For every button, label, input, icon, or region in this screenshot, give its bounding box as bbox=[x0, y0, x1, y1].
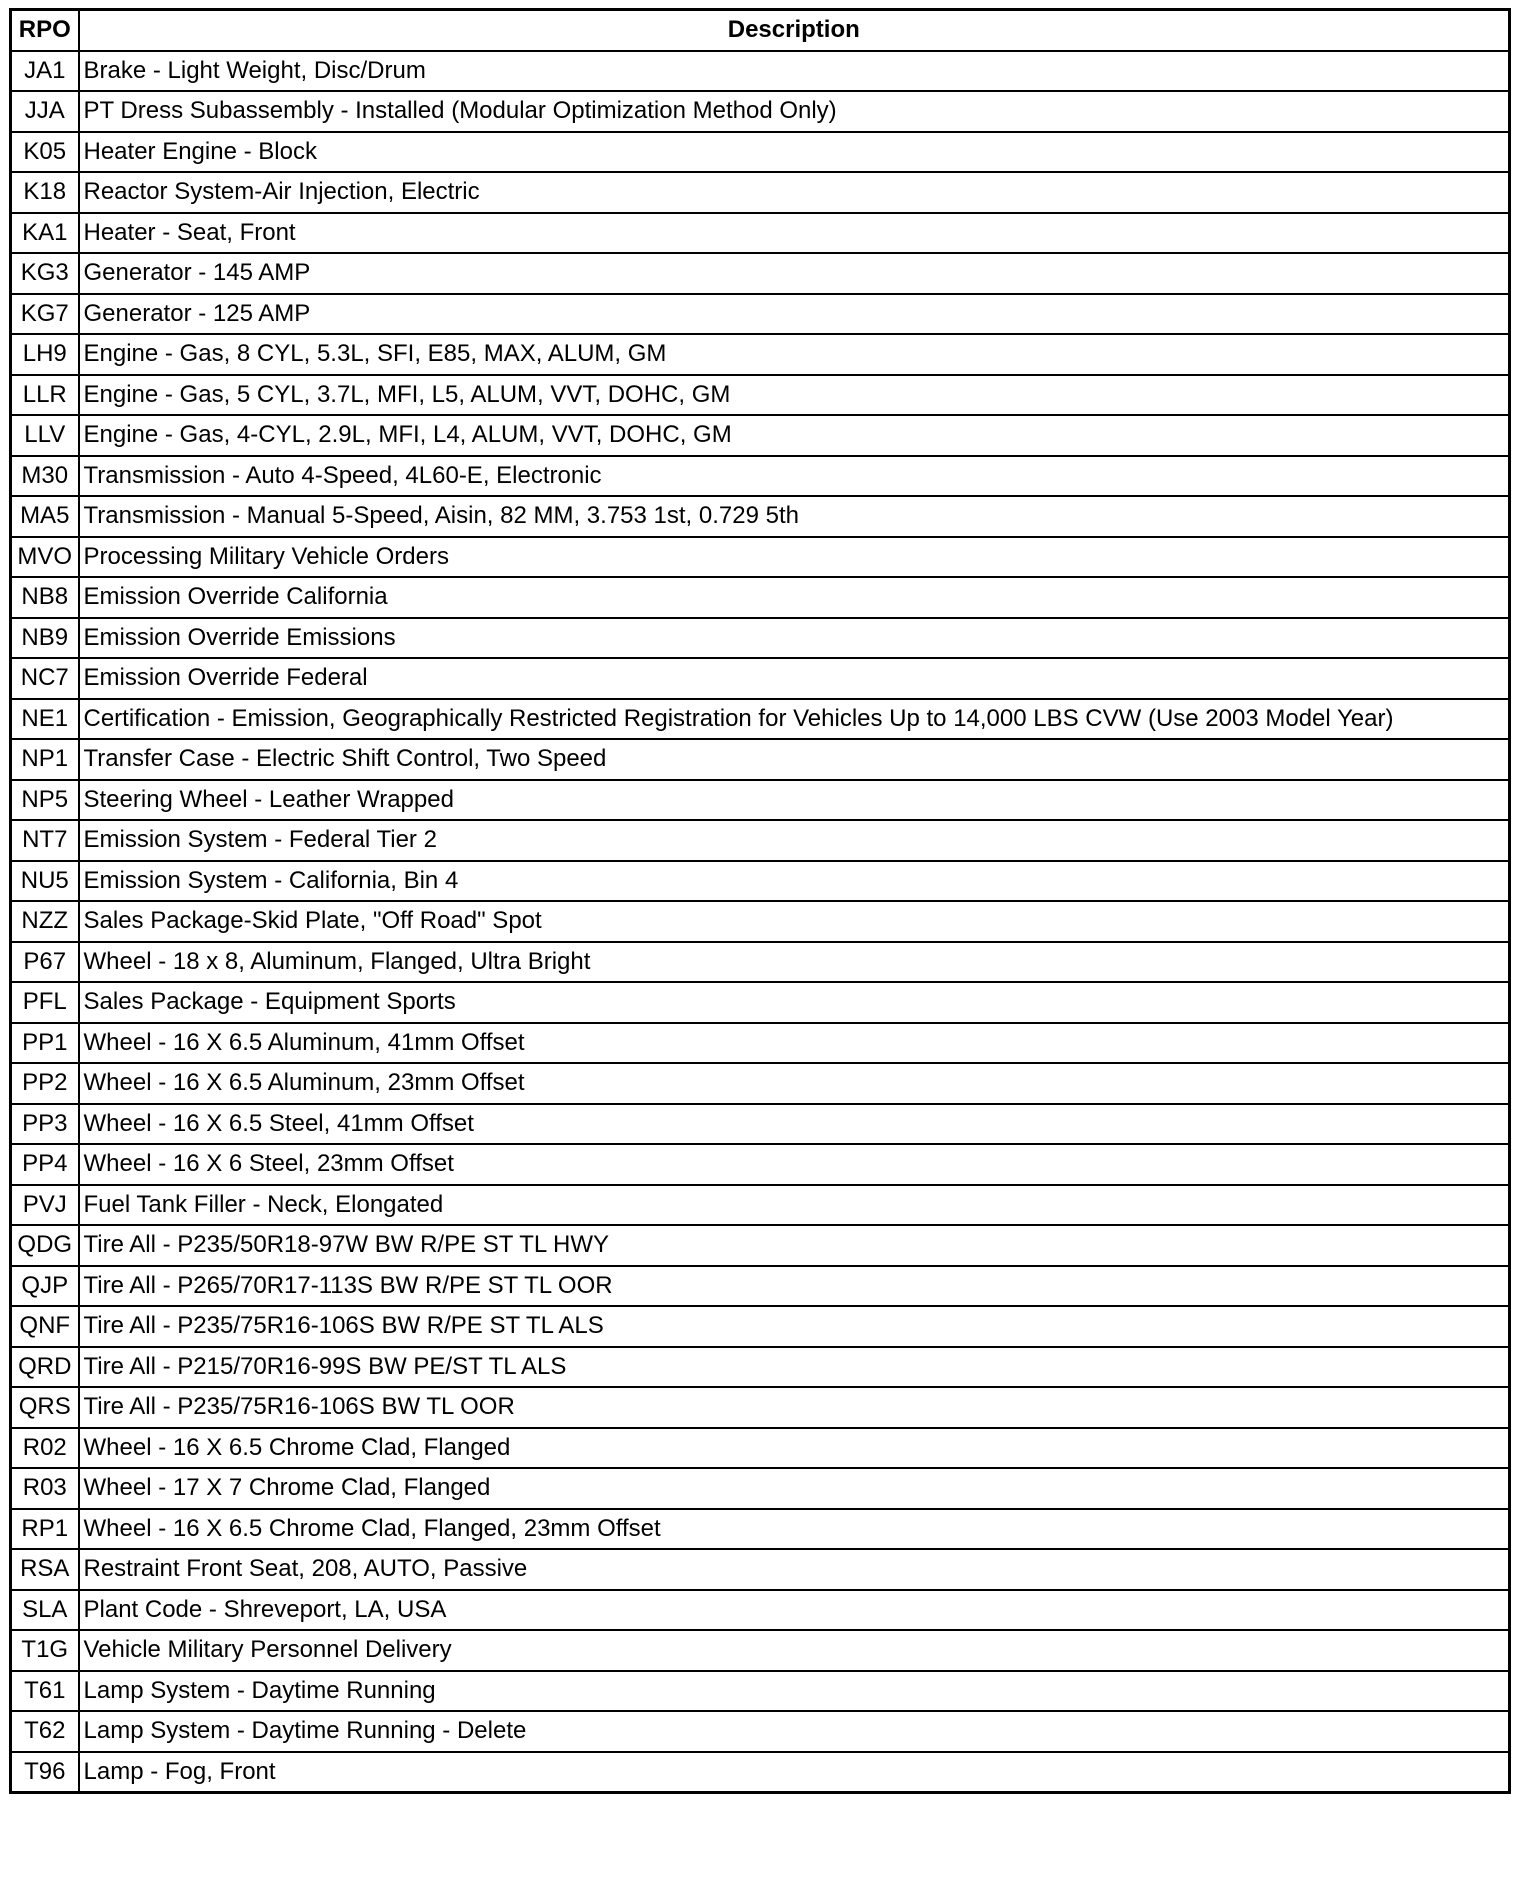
table-row bbox=[11, 375, 1510, 416]
table-row bbox=[11, 982, 1510, 1023]
rpo-code-cell: R03 bbox=[11, 1468, 79, 1509]
table-row bbox=[11, 1428, 1510, 1469]
table-row bbox=[11, 496, 1510, 537]
rpo-code-cell: LLV bbox=[11, 415, 79, 456]
rpo-code-cell: NZZ bbox=[11, 901, 79, 942]
rpo-code-cell: MA5 bbox=[11, 496, 79, 537]
header-row bbox=[11, 10, 1510, 51]
description-cell: Transmission - Auto 4-Speed, 4L60-E, Electronic bbox=[79, 456, 1510, 497]
table-row bbox=[11, 1063, 1510, 1104]
table-row bbox=[11, 820, 1510, 861]
rpo-code-cell: KA1 bbox=[11, 213, 79, 254]
table-row bbox=[11, 415, 1510, 456]
rpo-code-cell: T62 bbox=[11, 1711, 79, 1752]
description-cell: Tire All - P235/50R18-97W BW R/PE ST TL HWY bbox=[79, 1225, 1510, 1266]
table-row bbox=[11, 1347, 1510, 1388]
table-row bbox=[11, 51, 1510, 92]
rpo-code-cell: P67 bbox=[11, 942, 79, 983]
table-row bbox=[11, 456, 1510, 497]
rpo-code-cell: PP1 bbox=[11, 1023, 79, 1064]
rpo-code-cell: QJP bbox=[11, 1266, 79, 1307]
rpo-code-cell: PP4 bbox=[11, 1144, 79, 1185]
table-row bbox=[11, 699, 1510, 740]
description-cell: Emission Override Emissions bbox=[79, 618, 1510, 659]
table-row bbox=[11, 1711, 1510, 1752]
table-row bbox=[11, 1306, 1510, 1347]
description-cell: Lamp - Fog, Front bbox=[79, 1752, 1510, 1793]
rpo-column-header: RPO bbox=[11, 10, 79, 51]
rpo-code-cell: KG3 bbox=[11, 253, 79, 294]
description-cell: Engine - Gas, 5 CYL, 3.7L, MFI, L5, ALUM, VVT, DOHC, GM bbox=[79, 375, 1510, 416]
description-cell: Wheel - 17 X 7 Chrome Clad, Flanged bbox=[79, 1468, 1510, 1509]
table-row bbox=[11, 172, 1510, 213]
rpo-code-cell: JJA bbox=[11, 91, 79, 132]
rpo-code-cell: JA1 bbox=[11, 51, 79, 92]
table-row bbox=[11, 1104, 1510, 1145]
rpo-code-cell: NC7 bbox=[11, 658, 79, 699]
description-cell: Heater Engine - Block bbox=[79, 132, 1510, 173]
rpo-code-cell: NP5 bbox=[11, 780, 79, 821]
rpo-code-cell: LH9 bbox=[11, 334, 79, 375]
table-row bbox=[11, 1752, 1510, 1793]
table-row bbox=[11, 537, 1510, 578]
description-cell: Lamp System - Daytime Running - Delete bbox=[79, 1711, 1510, 1752]
table-row bbox=[11, 861, 1510, 902]
description-cell: Transmission - Manual 5-Speed, Aisin, 82 MM, 3.753 1st, 0.729 5th bbox=[79, 496, 1510, 537]
table-row bbox=[11, 1387, 1510, 1428]
table-row bbox=[11, 1671, 1510, 1712]
description-cell: Restraint Front Seat, 208, AUTO, Passive bbox=[79, 1549, 1510, 1590]
table-row bbox=[11, 658, 1510, 699]
table-row bbox=[11, 1630, 1510, 1671]
table-row bbox=[11, 1144, 1510, 1185]
table-row bbox=[11, 1549, 1510, 1590]
rpo-code-cell: PVJ bbox=[11, 1185, 79, 1226]
table-header bbox=[11, 10, 1510, 51]
description-cell: Vehicle Military Personnel Delivery bbox=[79, 1630, 1510, 1671]
rpo-code-cell: NU5 bbox=[11, 861, 79, 902]
rpo-code-cell: R02 bbox=[11, 1428, 79, 1469]
description-cell: Brake - Light Weight, Disc/Drum bbox=[79, 51, 1510, 92]
rpo-code-cell: RSA bbox=[11, 1549, 79, 1590]
rpo-code-cell: K05 bbox=[11, 132, 79, 173]
table-row bbox=[11, 577, 1510, 618]
rpo-code-cell: QRD bbox=[11, 1347, 79, 1388]
rpo-code-cell: T61 bbox=[11, 1671, 79, 1712]
description-cell: Wheel - 16 X 6.5 Chrome Clad, Flanged, 23mm Offset bbox=[79, 1509, 1510, 1550]
rpo-code-cell: SLA bbox=[11, 1590, 79, 1631]
rpo-code-cell: T1G bbox=[11, 1630, 79, 1671]
rpo-code-cell: LLR bbox=[11, 375, 79, 416]
rpo-code-cell: MVO bbox=[11, 537, 79, 578]
table-row bbox=[11, 942, 1510, 983]
table-row bbox=[11, 1468, 1510, 1509]
description-cell: Sales Package-Skid Plate, "Off Road" Spot bbox=[79, 901, 1510, 942]
table-row bbox=[11, 739, 1510, 780]
description-cell: Emission System - California, Bin 4 bbox=[79, 861, 1510, 902]
rpo-code-cell: KG7 bbox=[11, 294, 79, 335]
table-row bbox=[11, 132, 1510, 173]
rpo-code-cell: K18 bbox=[11, 172, 79, 213]
description-cell: Certification - Emission, Geographically Restricted Registration for Vehicles Up to 14,000 LBS CVW (Use 2003 Model Year) bbox=[79, 699, 1510, 740]
table-row bbox=[11, 618, 1510, 659]
description-column-header: Description bbox=[79, 10, 1510, 51]
description-cell: Emission Override Federal bbox=[79, 658, 1510, 699]
rpo-code-cell: QNF bbox=[11, 1306, 79, 1347]
description-cell: Processing Military Vehicle Orders bbox=[79, 537, 1510, 578]
rpo-code-cell: NE1 bbox=[11, 699, 79, 740]
rpo-code-cell: RP1 bbox=[11, 1509, 79, 1550]
rpo-code-cell: NB8 bbox=[11, 577, 79, 618]
rpo-code-cell: PP2 bbox=[11, 1063, 79, 1104]
table-row bbox=[11, 253, 1510, 294]
description-cell: Tire All - P235/75R16-106S BW R/PE ST TL ALS bbox=[79, 1306, 1510, 1347]
rpo-table bbox=[9, 8, 1511, 1794]
description-cell: Lamp System - Daytime Running bbox=[79, 1671, 1510, 1712]
description-cell: PT Dress Subassembly - Installed (Modular Optimization Method Only) bbox=[79, 91, 1510, 132]
rpo-code-cell: T96 bbox=[11, 1752, 79, 1793]
description-cell: Engine - Gas, 8 CYL, 5.3L, SFI, E85, MAX, ALUM, GM bbox=[79, 334, 1510, 375]
table-body bbox=[11, 51, 1510, 1793]
description-cell: Transfer Case - Electric Shift Control, Two Speed bbox=[79, 739, 1510, 780]
table-row bbox=[11, 91, 1510, 132]
table-row bbox=[11, 1185, 1510, 1226]
description-cell: Fuel Tank Filler - Neck, Elongated bbox=[79, 1185, 1510, 1226]
description-cell: Generator - 145 AMP bbox=[79, 253, 1510, 294]
description-cell: Tire All - P265/70R17-113S BW R/PE ST TL OOR bbox=[79, 1266, 1510, 1307]
table-row bbox=[11, 294, 1510, 335]
table-row bbox=[11, 1590, 1510, 1631]
table-row bbox=[11, 1509, 1510, 1550]
description-cell: Sales Package - Equipment Sports bbox=[79, 982, 1510, 1023]
table-row bbox=[11, 213, 1510, 254]
rpo-code-cell: M30 bbox=[11, 456, 79, 497]
description-cell: Wheel - 16 X 6.5 Steel, 41mm Offset bbox=[79, 1104, 1510, 1145]
description-cell: Wheel - 18 x 8, Aluminum, Flanged, Ultra Bright bbox=[79, 942, 1510, 983]
description-cell: Generator - 125 AMP bbox=[79, 294, 1510, 335]
description-cell: Steering Wheel - Leather Wrapped bbox=[79, 780, 1510, 821]
rpo-code-cell: PFL bbox=[11, 982, 79, 1023]
description-cell: Emission Override California bbox=[79, 577, 1510, 618]
table-row bbox=[11, 1023, 1510, 1064]
description-cell: Reactor System-Air Injection, Electric bbox=[79, 172, 1510, 213]
table-row bbox=[11, 1225, 1510, 1266]
rpo-code-cell: NB9 bbox=[11, 618, 79, 659]
rpo-code-cell: QRS bbox=[11, 1387, 79, 1428]
description-cell: Engine - Gas, 4-CYL, 2.9L, MFI, L4, ALUM, VVT, DOHC, GM bbox=[79, 415, 1510, 456]
description-cell: Heater - Seat, Front bbox=[79, 213, 1510, 254]
description-cell: Tire All - P235/75R16-106S BW TL OOR bbox=[79, 1387, 1510, 1428]
rpo-code-cell: NP1 bbox=[11, 739, 79, 780]
description-cell: Plant Code - Shreveport, LA, USA bbox=[79, 1590, 1510, 1631]
rpo-code-cell: PP3 bbox=[11, 1104, 79, 1145]
rpo-code-cell: QDG bbox=[11, 1225, 79, 1266]
table-row bbox=[11, 1266, 1510, 1307]
table-row bbox=[11, 334, 1510, 375]
table-row bbox=[11, 780, 1510, 821]
rpo-code-cell: NT7 bbox=[11, 820, 79, 861]
description-cell: Tire All - P215/70R16-99S BW PE/ST TL ALS bbox=[79, 1347, 1510, 1388]
table-row bbox=[11, 901, 1510, 942]
description-cell: Wheel - 16 X 6.5 Chrome Clad, Flanged bbox=[79, 1428, 1510, 1469]
description-cell: Wheel - 16 X 6.5 Aluminum, 41mm Offset bbox=[79, 1023, 1510, 1064]
description-cell: Wheel - 16 X 6.5 Aluminum, 23mm Offset bbox=[79, 1063, 1510, 1104]
description-cell: Emission System - Federal Tier 2 bbox=[79, 820, 1510, 861]
description-cell: Wheel - 16 X 6 Steel, 23mm Offset bbox=[79, 1144, 1510, 1185]
